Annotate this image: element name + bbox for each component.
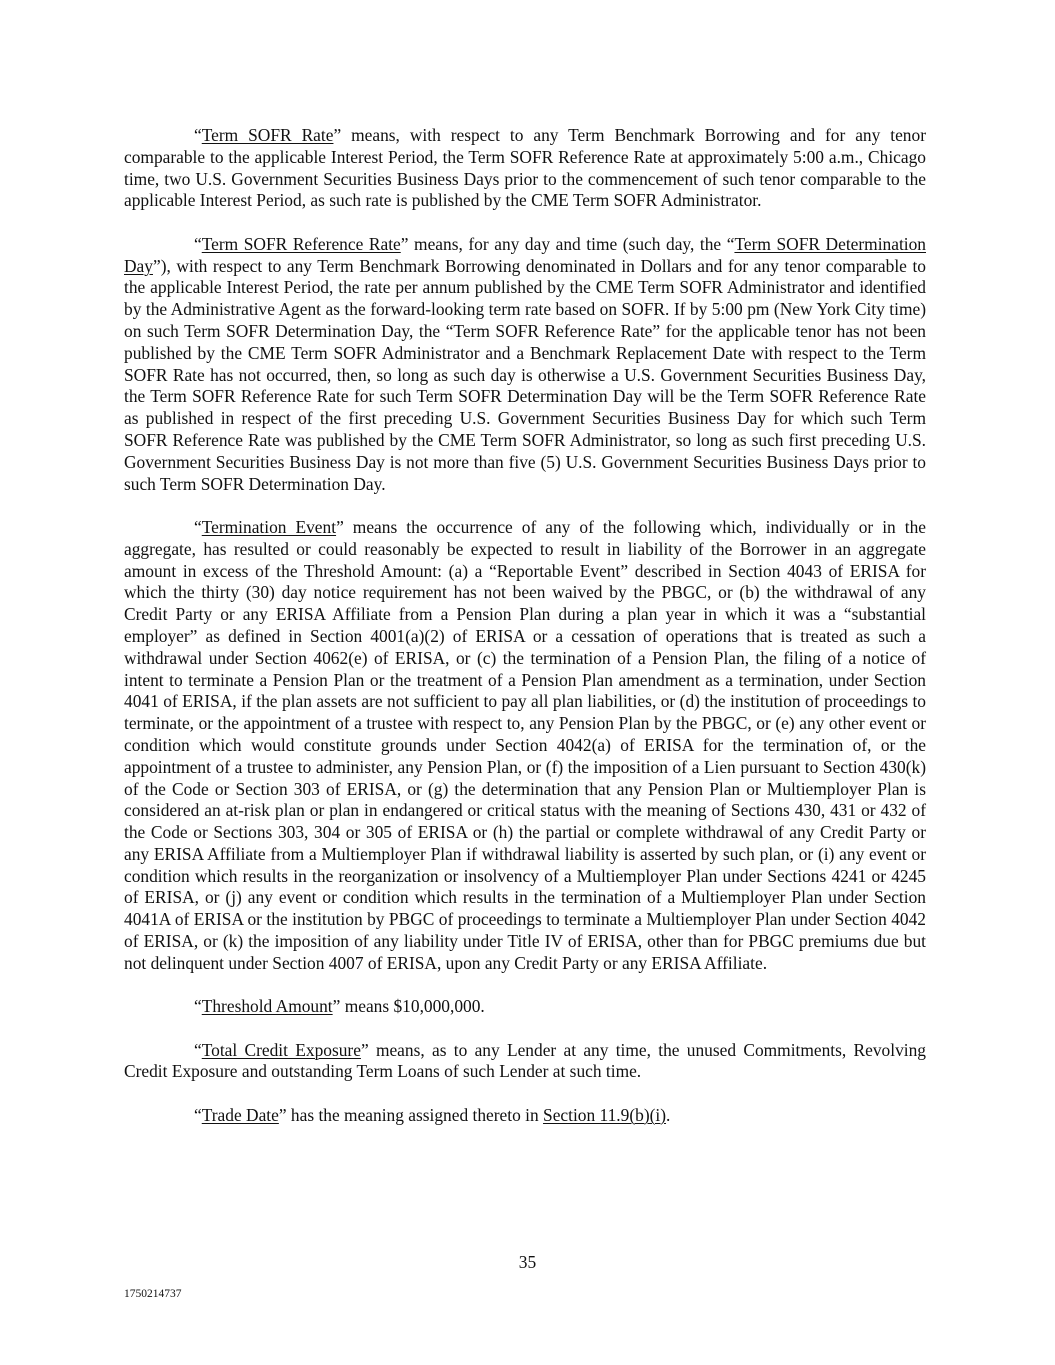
definition-text: ” means, for any day and time (such day, the “ (400, 233, 735, 254)
defined-term: Threshold Amount (201, 996, 333, 1017)
definition-text: ” has the meaning assigned thereto in (278, 1104, 544, 1125)
open-quote: “ (194, 233, 202, 254)
open-quote: “ (194, 1104, 202, 1125)
section-reference: Section 11.9(b)(i) (543, 1104, 667, 1125)
definition-text: ” means, as to any Lender at any time, the unused Commitments, Revolving Credit Exposure and outstanding Term Loans of such Lender at such time. (124, 1039, 926, 1082)
document-id: 1750214737 (124, 1288, 182, 1300)
definition-threshold-amount (124, 996, 926, 1018)
inline-defined-term: Term SOFR Determination Day (124, 233, 926, 276)
definition-term-sofr-reference-rate (124, 234, 926, 496)
defined-term: Term SOFR Rate (201, 125, 334, 145)
definition-text: ” means, with respect to any Term Benchmark Borrowing and for any tenor comparable to the applicable Interest Period, the Term SOFR Reference Rate at approximately 5:00 a.m., Chicago time, two U.S. Government Securities Business Days prior to the commencement of such tenor comparable to the applicable Interest Period, as such rate is published by the CME Term SOFR Administrator. (124, 125, 926, 211)
definition-text: ”), with respect to any Term Benchmark Borrowing denominated in Dollars and for any tenor comparable to the applicable Interest Period, the rate per annum published by the CME Term SOFR Administrator and identified by the Administrative Agent as the forward-looking term rate based on SOFR. If by 5:00 pm (New York City time) on such Term SOFR Determination Day, the “Term SOFR Reference Rate” for the applicable tenor has not been published by the CME Term SOFR Administrator and a Benchmark Replacement Date with respect to the Term SOFR Rate has not occurred, then, so long as such day is otherwise a U.S. Government Securities Business Day, the Term SOFR Reference Rate for such Term SOFR Determination Day will be the Term SOFR Reference Rate as published in respect of the first preceding U.S. Government Securities Business Day for which such Term SOFR Reference Rate was published by the CME Term SOFR Administrator, so long as such first preceding U.S. Government Securities Business Day is not more than five (5) U.S. Government Securities Business Days prior to such Term SOFR Determination Day. (124, 255, 926, 494)
definition-termination-event (124, 517, 926, 975)
defined-term: Term SOFR Reference Rate (201, 233, 401, 254)
open-quote: “ (194, 516, 202, 537)
defined-term: Termination Event (201, 516, 337, 537)
definition-text: ” means the occurrence of any of the following which, individually or in the aggregate, has resulted or could reasonably be expected to result in liability of the Borrower in an aggregate amount in excess of the Threshold Amount: (a) a “Reportable Event” described in Section 4043 of ERISA for which the thirty (30) day notice requirement has not been waived by the PBGC, or (b) the withdrawal of any Credit Party or any ERISA Affiliate from a Pension Plan during a plan year in which it was a “substantial employer” as defined in Section 4001(a)(2) of ERISA or a cessation of operations that is treated as such a withdrawal under Section 4062(e) of ERISA, or (c) the termination of a Pension Plan, the filing of a notice of intent to terminate a Pension Plan or the treatment of a Pension Plan amendment as a termination, under Section 4041 of ERISA, if the plan assets are not sufficient to pay all plan liabilities, or (d) the institution of proceedings to terminate, or the appointment of a trustee with respect to, any Pension Plan by the PBGC, or (e) any other event or condition which would constitute grounds under Section 4042(a) of ERISA for the termination of, or the appointment of a trustee to administer, any Pension Plan, or (f) the imposition of a Lien pursuant to Section 430(k) of the Code or Section 303 of ERISA, or (g) the determination that any Pension Plan or Multiemployer Plan is considered an at-risk plan or plan in endangered or critical status with the meaning of Sections 430, 431 or 432 of the Code or Sections 303, 304 or 305 of ERISA or (h) the partial or complete withdrawal of any Credit Party or any ERISA Affiliate from a Multiemployer Plan if withdrawal liability is asserted by such plan, or (i) any event or condition which results in the reorganization or insolvency of a Multiemployer Plan under Sections 4241 or 4245 of ERISA, or (j) any event or condition which results in the termination of a Multiemployer Plan under Section 4041A of ERISA or the institution by PBGC of proceedings to terminate a Multiemployer Plan under Section 4042 of ERISA, or (k) the imposition of any liability under Title IV of ERISA, other than for PBGC premiums due but not delinquent under Section 4007 of ERISA, upon any Credit Party or any ERISA Affiliate. (124, 516, 926, 973)
defined-term: Total Credit Exposure (201, 1039, 361, 1060)
definition-text: ” means $10,000,000. (332, 996, 485, 1017)
definition-total-credit-exposure (124, 1040, 926, 1084)
definition-term-sofr-rate (124, 125, 926, 212)
definition-text: . (666, 1104, 671, 1125)
definition-trade-date (124, 1105, 926, 1127)
open-quote: “ (194, 996, 202, 1017)
open-quote: “ (194, 125, 202, 145)
open-quote: “ (194, 1039, 202, 1060)
page-number: 35 (518, 1252, 537, 1272)
definitions-list (124, 125, 926, 1148)
defined-term: Trade Date (201, 1104, 279, 1125)
